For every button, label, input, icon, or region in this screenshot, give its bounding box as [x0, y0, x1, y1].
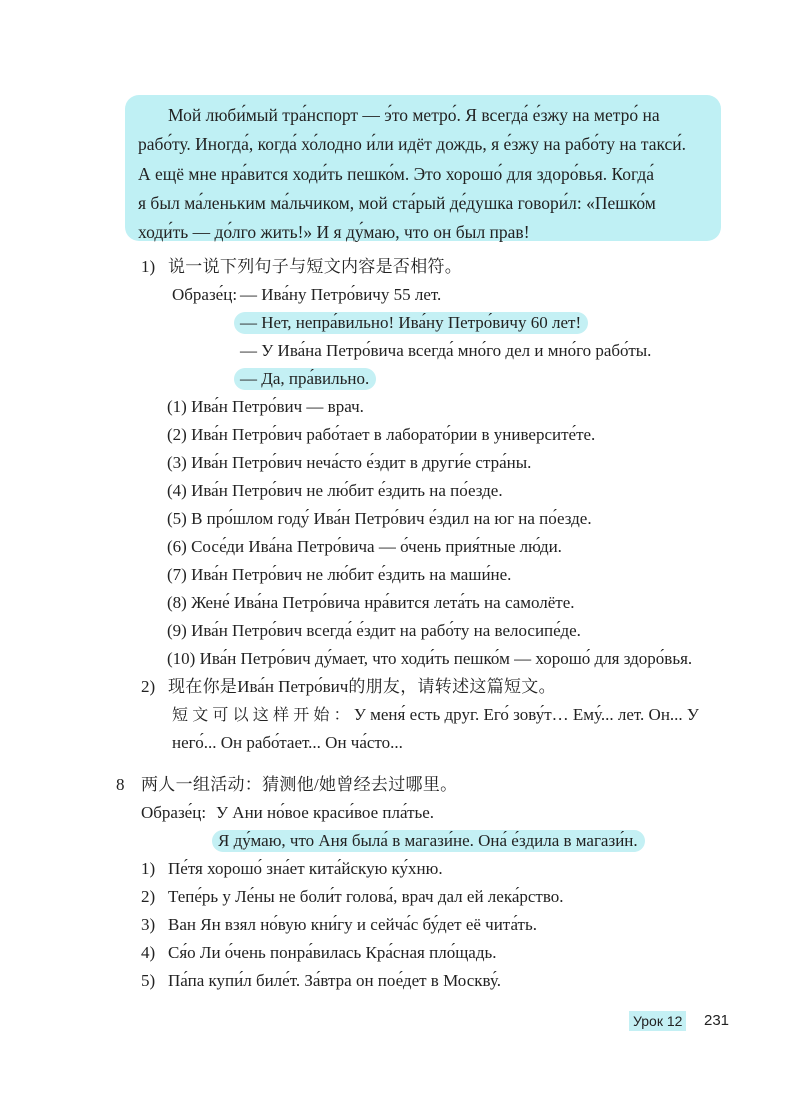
task1-sample-line: — У Ива́на Петро́вича всегда́ мно́го дел и мно́го рабо́ты.	[240, 341, 652, 360]
task1-sample-line-highlight	[240, 312, 588, 334]
exercise8-item-number: 2)	[141, 887, 156, 906]
task1-item: (4) Ива́н Петро́вич не лю́бит е́здить на по́езде.	[167, 481, 503, 500]
task1-sample-line-highlight	[240, 368, 376, 390]
task2-start-line: 短文可以这样开始：У меня́ есть друг. Его́ зову́т… Ему́... лет. Он... У	[172, 705, 699, 724]
exercise8-sample-label: Образе́ц:	[141, 803, 207, 822]
task2-number: 2)	[141, 677, 156, 696]
exercise8-item: Пе́тя хорошо́ зна́ет кита́йскую ку́хню.	[168, 859, 443, 878]
task1-item: (6) Сосе́ди Ива́на Петро́вича — о́чень прия́тные лю́ди.	[167, 537, 562, 556]
exercise-number: 8	[116, 775, 125, 794]
task1-item: (2) Ива́н Петро́вич рабо́тает в лаборато́рии в университе́те.	[167, 425, 596, 444]
exercise8-item: Па́па купи́л биле́т. За́втра он пое́дет в Москву́.	[168, 971, 502, 990]
task2-instruction: 现在你是Ива́н Петро́вич的朋友，请转述这篇短文。	[168, 677, 556, 696]
task2-start-line-cont: него́... Он рабо́тает... Он ча́сто...	[172, 733, 403, 752]
exercise8-sample-line: У Ани но́вое краси́вое пла́тье.	[216, 803, 435, 822]
exercise8-item-number: 1)	[141, 859, 156, 878]
task1-item: (9) Ива́н Петро́вич всегда́ е́здит на рабо́ту на велосипе́де.	[167, 621, 581, 640]
task1-item: (3) Ива́н Петро́вич неча́сто е́здит в други́е стра́ны.	[167, 453, 532, 472]
passage-line: я был ма́леньким ма́льчиком, мой ста́рый де́душка говори́л: «Пешко́м	[138, 192, 656, 213]
task1-item: (7) Ива́н Петро́вич не лю́бит е́здить на маши́не.	[167, 565, 512, 584]
exercise8-item-number: 5)	[141, 971, 156, 990]
passage-line: А ещё мне нра́вится ходи́ть пешко́м. Это хорошо́ для здоро́вья. Когда́	[138, 163, 655, 184]
page-number: 231	[704, 1012, 730, 1029]
passage-line: Мой люби́мый тра́нспорт — э́то метро́. Я всегда́ е́зжу на метро́ на	[168, 105, 660, 125]
exercise8-item: Ся́о Ли о́чень понра́вилась Кра́сная пло́щадь.	[168, 943, 497, 962]
task1-item: (10) Ива́н Петро́вич ду́мает, что ходи́ть пешко́м — хорошо́ для здоро́вья.	[167, 649, 693, 668]
exercise8-instruction: 两人一组活动：猜测他/她曾经去过哪里。	[141, 775, 458, 794]
reading-passage	[125, 95, 721, 241]
exercise8-item: Тепе́рь у Ле́ны не боли́т голова́, врач дал ей лека́рство.	[168, 887, 564, 906]
task1-sample-line: — Ива́ну Петро́вичу 55 лет.	[240, 285, 442, 304]
task1-item: (1) Ива́н Петро́вич — врач.	[167, 397, 364, 416]
sample-highlight: — Нет, непра́вильно! Ива́ну Петро́вичу 60 лет!	[234, 312, 588, 334]
exercise8-item: Ван Ян взял но́вую кни́гу и сейча́с бу́дет её чита́ть.	[168, 915, 537, 934]
task1-number: 1)	[141, 257, 156, 276]
exercise8-item-number: 4)	[141, 943, 156, 962]
sample-highlight: — Да, пра́вильно.	[234, 368, 376, 390]
passage-line: рабо́ту. Иногда́, когда́ хо́лодно и́ли идёт дождь, я е́зжу на рабо́ту на такси́.	[138, 134, 687, 155]
passage-line: ходи́ть — до́лго жить!» И я ду́маю, что он был прав!	[138, 222, 530, 243]
task1-instruction: 说一说下列句子与短文内容是否相符。	[168, 257, 463, 276]
task1-sample-label: Образе́ц:	[172, 285, 238, 304]
task1-item: (5) В про́шлом году́ Ива́н Петро́вич е́здил на юг на по́езде.	[167, 509, 592, 528]
sample-highlight: Я ду́маю, что Аня была́ в магази́не. Она́ е́здила в магази́н.	[212, 830, 645, 852]
lesson-tab: Урок 12	[629, 1011, 686, 1031]
exercise8-item-number: 3)	[141, 915, 156, 934]
task1-item: (8) Жене́ Ива́на Петро́вича нра́вится лета́ть на самолёте.	[167, 593, 575, 612]
exercise8-sample-answer	[218, 830, 645, 852]
